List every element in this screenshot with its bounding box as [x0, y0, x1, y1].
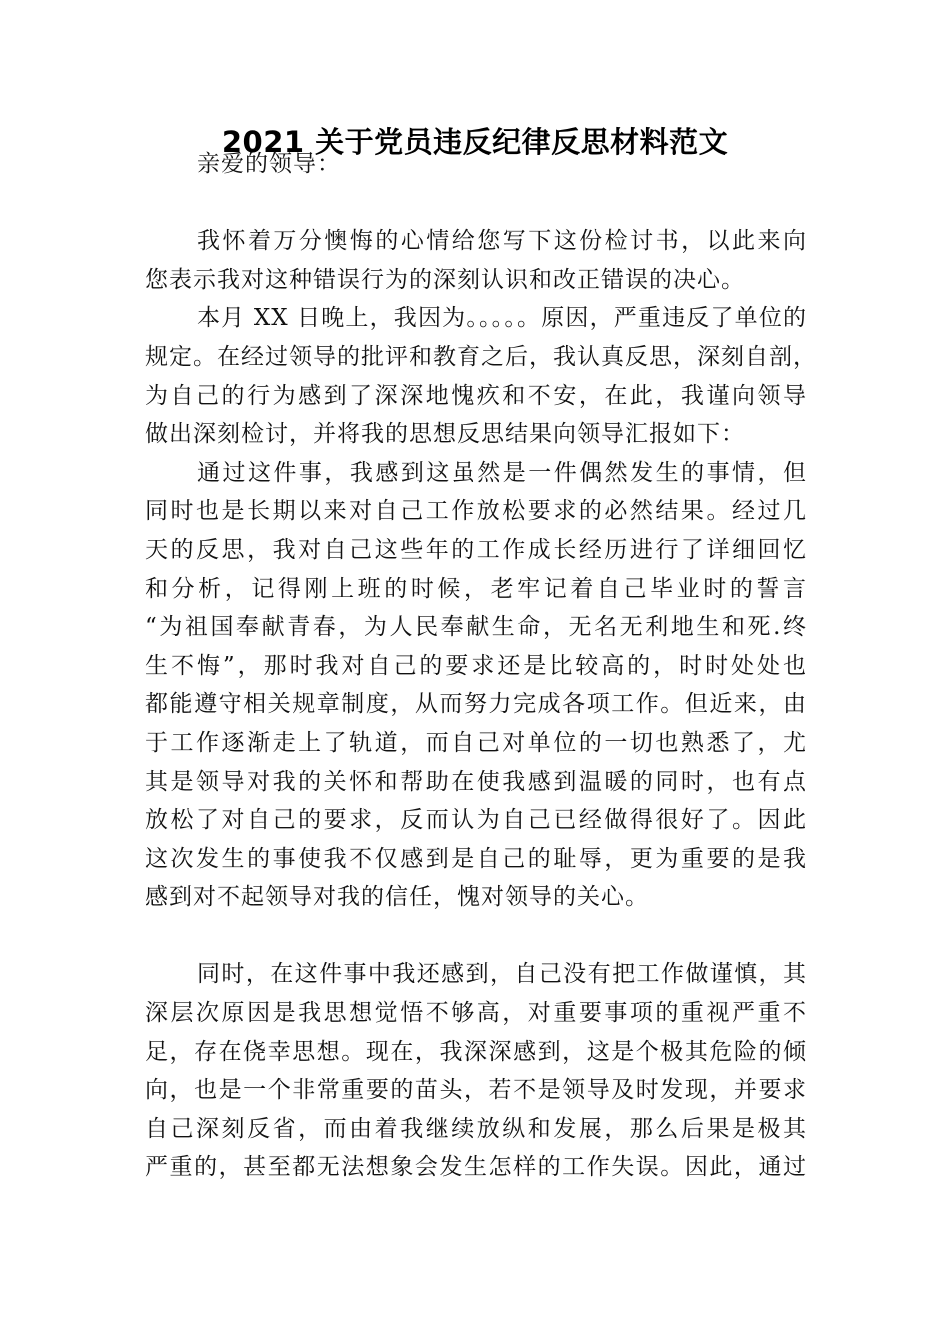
paragraph-4	[145, 955, 807, 1187]
text-line: 感到对不起领导对我的信任，愧对领导的关心。	[145, 884, 649, 911]
text-line: 天的反思，我对自己这些年的工作成长经历进行了详细回忆	[145, 536, 807, 563]
text-line: 您表示我对这种错误行为的深刻认识和改正错误的决心。	[145, 266, 745, 293]
text-line: 向，也是一个非常重要的苗头，若不是领导及时发现，并要求	[145, 1077, 807, 1104]
text-line: 本月 XX 日晚上，我因为。。。。。原因，严重违反了单位的	[197, 305, 807, 332]
paragraph-3	[145, 454, 807, 917]
paragraph-spacer	[145, 917, 807, 956]
text-line: 做出深刻检讨，并将我的思想反思结果向领导汇报如下：	[145, 421, 745, 448]
text-line: 放松了对自己的要求，反而认为自己已经做得很好了。因此	[145, 807, 807, 834]
text-line: “为祖国奉献青春，为人民奉献生命，无名无利地生和死.终	[145, 614, 807, 641]
text-line: 我怀着万分懊悔的心情给您写下这份检讨书，以此来向	[197, 228, 807, 255]
text-line: 同时，在这件事中我还感到，自己没有把工作做谨慎，其	[197, 961, 807, 988]
salutation: 亲爱的领导：	[197, 151, 341, 177]
text-line: 严重的，甚至都无法想象会发生怎样的工作失误。因此，通过	[145, 1154, 807, 1181]
text-line: 规定。在经过领导的批评和教育之后，我认真反思，深刻自剖，	[145, 343, 817, 370]
text-line: 足，存在侥幸思想。现在，我深深感到，这是个极其危险的倾	[145, 1038, 807, 1065]
text-line: 通过这件事，我感到这虽然是一件偶然发生的事情，但	[197, 459, 807, 486]
text-line: 为自己的行为感到了深深地愧疚和不安，在此，我谨向领导	[145, 382, 807, 409]
text-line: 和分析，记得刚上班的时候，老牢记着自己毕业时的誓言	[145, 575, 807, 602]
text-line: 生不悔”，那时我对自己的要求还是比较高的，时时处处也	[145, 652, 807, 679]
text-line: 都能遵守相关规章制度，从而努力完成各项工作。但近来，由	[145, 691, 807, 718]
paragraph-1	[145, 222, 807, 299]
text-line: 于工作逐渐走上了轨道，而自己对单位的一切也熟悉了，尤	[145, 729, 807, 756]
text-line: 深层次原因是我思想觉悟不够高，对重要事项的重视严重不	[145, 1000, 807, 1027]
document-body	[145, 145, 817, 1187]
text-line: 同时也是长期以来对自己工作放松要求的必然结果。经过几	[145, 498, 807, 525]
paragraph-2	[145, 299, 817, 453]
document-title: 2021 关于党员违反纪律反思材料范文	[221, 125, 729, 159]
text-line: 这次发生的事使我不仅感到是自己的耻辱，更为重要的是我	[145, 845, 807, 872]
text-line: 自己深刻反省，而由着我继续放纵和发展，那么后果是极其	[145, 1115, 807, 1142]
text-line: 其是领导对我的关怀和帮助在使我感到温暖的同时，也有点	[145, 768, 807, 795]
paragraph-spacer	[145, 184, 807, 223]
